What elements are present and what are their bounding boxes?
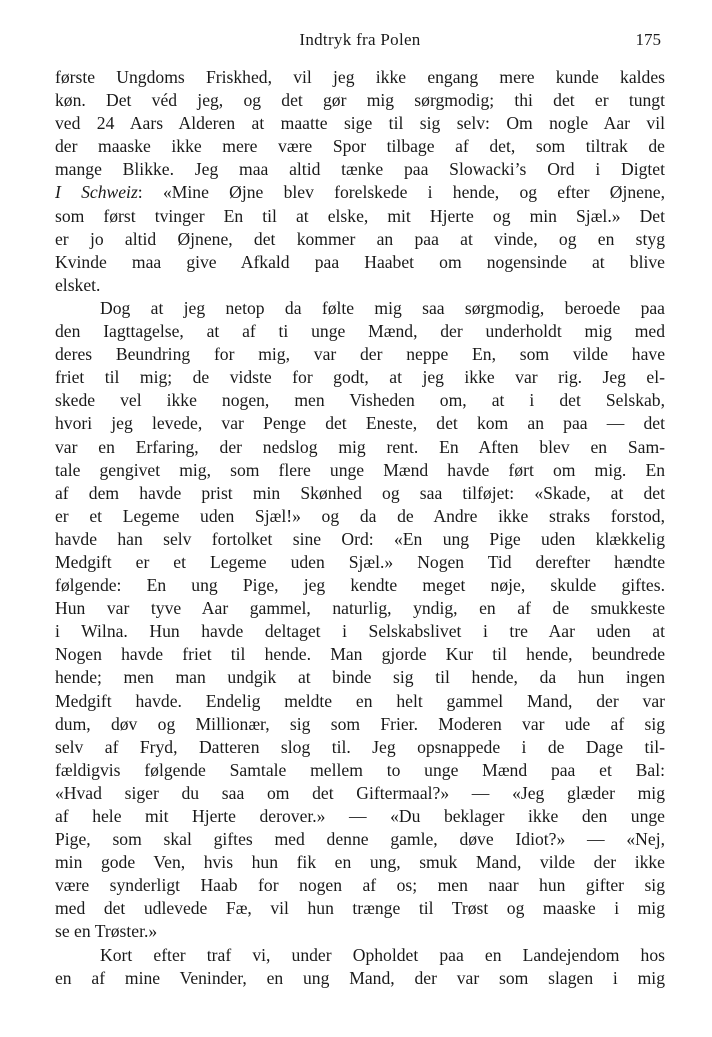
text-line: friet til mig; de vidste for godt, at jeg ikke var rig. Jeg el- bbox=[55, 367, 665, 388]
text-line: ved 24 Aars Alderen at maatte sige til sig selv: Om nogle Aar vil bbox=[55, 113, 665, 134]
text-line: hende; men man undgik at binde sig til hende, da hun ingen bbox=[55, 667, 665, 688]
paragraph-first-line: Dog at jeg netop da følte mig saa sørgmodig, beroede paa bbox=[100, 297, 665, 318]
text-line: mange Blikke. Jeg maa altid tænke paa Slowacki’s Ord i Digtet bbox=[55, 159, 665, 180]
text-line: var en Erfaring, der nedslog mig rent. En Aften blev en Sam- bbox=[55, 436, 665, 457]
text-line: Pige, som skal giftes med denne gamle, døve Idiot?» — «Nej, bbox=[55, 829, 665, 850]
text-line: min gode Ven, hvis hun fik en ung, smuk Mand, vilde der ikke bbox=[55, 852, 665, 873]
text-line: være synderligt Haab for nogen af os; men naar hun gifter sig bbox=[55, 875, 665, 896]
text-line: første Ungdoms Friskhed, vil jeg ikke engang mere kunde kaldes bbox=[55, 67, 665, 87]
running-head bbox=[55, 30, 665, 54]
text-line: Medgift havde. Endelig meldte en helt gammel Mand, der var bbox=[55, 690, 665, 711]
page-number: 175 bbox=[635, 30, 661, 49]
text-line: Nogen havde friet til hende. Man gjorde Kur til hende, beundrede bbox=[55, 644, 665, 665]
text-line: er jo altid Øjnene, det kommer an paa at vinde, og en styg bbox=[55, 228, 665, 249]
text-line: dum, døv og Millionær, sig som Frier. Moderen var ude af sig bbox=[55, 713, 665, 734]
running-title: Indtryk fra Polen bbox=[299, 30, 421, 49]
text-line: tale gengivet mig, som flere unge Mænd havde ført om mig. En bbox=[55, 459, 665, 480]
paragraph-first-line: Kort efter traf vi, under Opholdet paa en Landejendom hos bbox=[100, 944, 665, 965]
text-line: skede vel ikke nogen, men Visheden om, at i det Selskab, bbox=[55, 390, 665, 411]
text-line: køn. Det véd jeg, og det gør mig sørgmodig; thi det er tungt bbox=[55, 90, 665, 111]
text-line: den Iagttagelse, at af ti unge Mænd, der underholdt mig med bbox=[55, 321, 665, 342]
text-line: af hele mit Hjerte derover.» — «Du beklager ikke den unge bbox=[55, 806, 665, 826]
text-line: havde han selv fortolket sine Ord: «En ung Pige uden klækkelig bbox=[55, 528, 665, 549]
text-line: Kvinde maa give Afkald paa Haabet om nogensinde at blive bbox=[55, 251, 665, 272]
text-line: deres Beundring for mig, var der neppe En, som vilde have bbox=[55, 344, 665, 365]
text-line: følgende: En ung Pige, jeg kendte meget nøje, skulde giftes. bbox=[55, 575, 665, 596]
text-line bbox=[55, 181, 665, 204]
text-line: af dem havde prist min Skønhed og saa tilføjet: «Skade, at det bbox=[55, 482, 665, 503]
text-line: fældigvis følgende Samtale mellem to unge Mænd paa et Bal: bbox=[55, 759, 665, 780]
text-segment: : «Mine Øjne blev forelskede i hende, og efter Øjnene, bbox=[137, 182, 665, 203]
text-line: hvori jeg levede, var Penge det Eneste, det kom an paa — det bbox=[55, 413, 665, 434]
italic-title: I Schweiz bbox=[55, 182, 138, 203]
text-line: elsket. bbox=[55, 274, 101, 295]
text-line: i Wilna. Hun havde deltaget i Selskabslivet i tre Aar uden at bbox=[55, 621, 665, 642]
text-line: «Hvad siger du saa om det Giftermaal?» — «Jeg glæder mig bbox=[55, 782, 665, 803]
text-line: Hun var tyve Aar gammel, naturlig, yndig, en af de smukkeste bbox=[55, 598, 665, 619]
text-line: en af mine Veninder, en ung Mand, der var som slagen i mig bbox=[55, 967, 665, 988]
text-line: selv af Fryd, Datteren slog til. Jeg opsnappede i de Dage til- bbox=[55, 736, 665, 757]
text-line: som først tvinger En til at elske, mit Hjerte og min Sjæl.» Det bbox=[55, 205, 665, 226]
text-line: se en Trøster.» bbox=[55, 921, 158, 942]
body-text bbox=[55, 66, 665, 990]
text-line: Medgift er et Legeme uden Sjæl.» Nogen Tid derefter hændte bbox=[55, 551, 665, 572]
text-line: med det udlevede Fæ, vil hun trænge til Trøst og maaske i mig bbox=[55, 898, 665, 919]
text-line: er et Legeme uden Sjæl!» og da de Andre ikke straks forstod, bbox=[55, 505, 665, 526]
text-line: der maaske ikke mere være Spor tilbage af det, som tiltrak de bbox=[55, 136, 665, 157]
